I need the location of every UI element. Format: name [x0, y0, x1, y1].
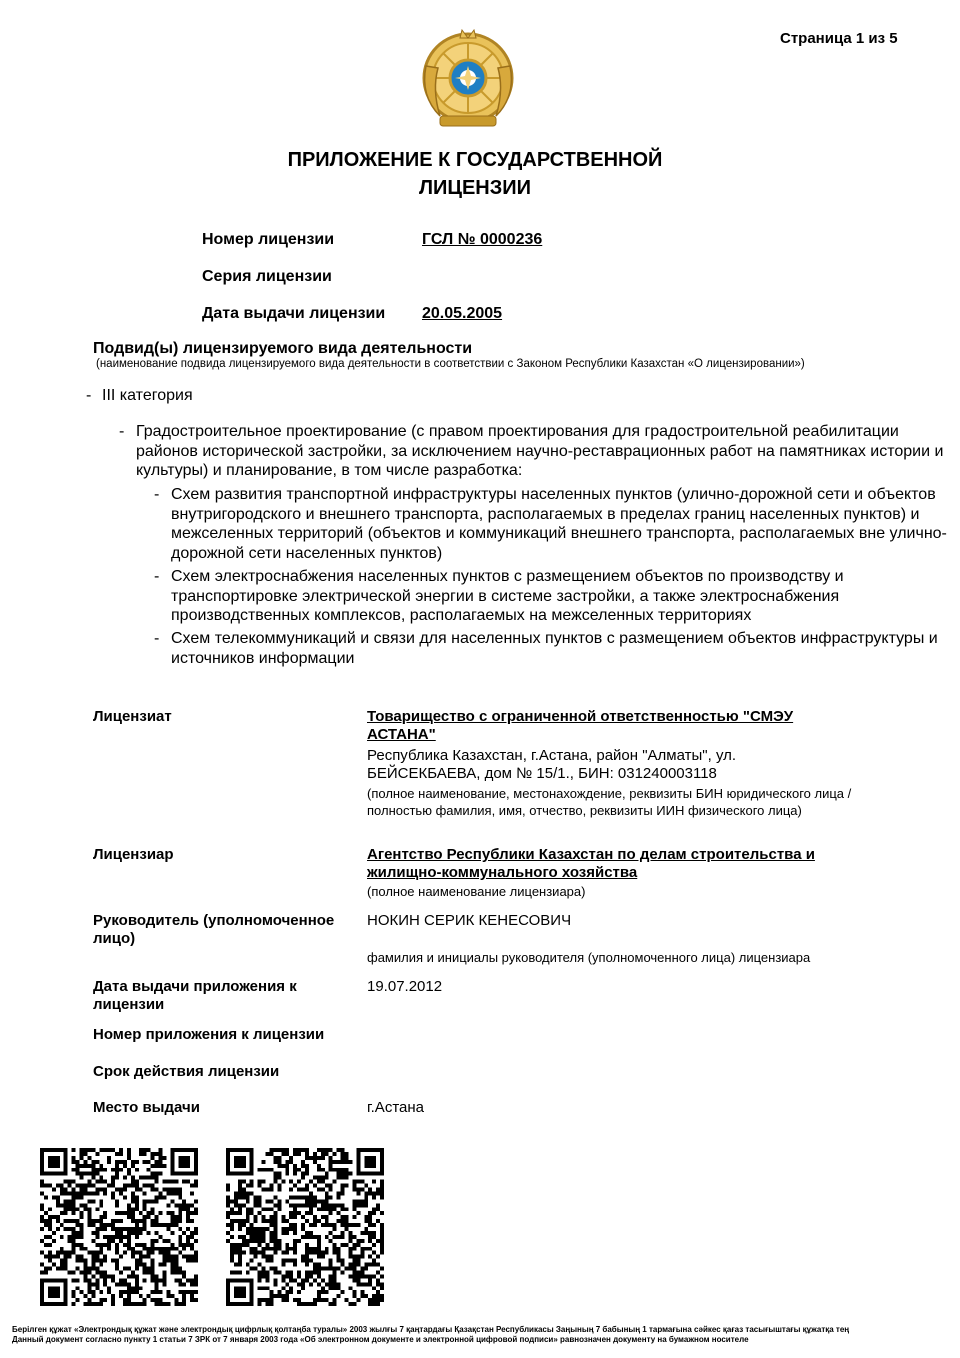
activity-subitem: - Схем телекоммуникаций и связи для населенных пунктов с размещением объектов инфраструктуры и источников информации — [154, 630, 938, 667]
activity-subitem: - Схем электроснабжения населенных пунктов с размещением объектов по производству и транспортировке электрической энергии в системе застройки, а также электроснабжения производственных комплексов, располагаемых на межселенных территориях — [154, 568, 844, 624]
license-date-value: 20.05.2005 — [422, 305, 503, 322]
licensee-note: (полное наименование, местонахождение, реквизиты БИН юридического лица / полностью фамилия, имя, отчество, реквизиты ИИН физического лица) — [367, 786, 852, 818]
appendix-number-label: Номер приложения к лицензии — [93, 1026, 325, 1043]
licensor-note: (полное наименование лицензиара) — [367, 884, 586, 899]
licensor-value — [367, 846, 847, 901]
qr-code-1 — [40, 1148, 198, 1306]
footer-legal-line-kk: Берілген құжат «Электрондық құжат және электрондық цифрлық қолтаңба туралы» 2003 жылғы 7 қаңтардағы Қазақстан Республикасы Заңының 7 бабының 1 тармағына сәйкес қағаз тасығыштағы құжатқа тең — [12, 1325, 850, 1334]
licensor-name: Агентство Республики Казахстан по делам строительства и жилищно-коммунального хозяйства — [367, 846, 815, 881]
licensee-label: Лицензиат — [93, 708, 172, 725]
document-title — [200, 146, 750, 202]
licensor-label: Лицензиар — [93, 846, 174, 863]
head-value: НОКИН СЕРИК КЕНЕСОВИЧ — [367, 912, 572, 929]
appendix-date-value: 19.07.2012 — [367, 978, 443, 995]
title-line-2: ЛИЦЕНЗИИ — [418, 177, 532, 199]
licensee-address: Республика Казахстан, г.Астана, район "Алматы", ул. БЕЙСЕКБАЕВА, дом № 15/1., БИН: 031240003118 — [367, 747, 737, 782]
license-number-label: Номер лицензии — [202, 231, 335, 248]
licensee-value — [367, 708, 852, 819]
title-line-1: ПРИЛОЖЕНИЕ К ГОСУДАРСТВЕННОЙ — [287, 149, 663, 171]
licensee-name: Товарищество с ограниченной ответственностью "СМЭУ АСТАНА" — [367, 708, 794, 743]
validity-label: Срок действия лицензии — [93, 1063, 280, 1080]
head-label: Руководитель (уполномоченное лицо) — [93, 912, 335, 947]
subtypes-note: (наименование подвида лицензируемого вида деятельности в соответствии с Законом Республики Казахстан «О лицензировании») — [96, 358, 805, 370]
activity-category: - III категория — [86, 387, 193, 404]
state-emblem — [418, 26, 518, 132]
license-series-label: Серия лицензии — [202, 268, 332, 285]
page-number: Страница 1 из 5 — [780, 30, 898, 47]
place-label: Место выдачи — [93, 1099, 200, 1116]
appendix-date-label: Дата выдачи приложения к лицензии — [93, 978, 297, 1013]
license-date-label: Дата выдачи лицензии — [202, 305, 386, 322]
activity-subitem: - Схем развития транспортной инфраструктуры населенных пунктов (улично-дорожной сети и объектов внутригородского и внешнего транспорта, располагаемых в пределах границ населенных пунктов) и межселенных территорий (объектов и коммуникаций внешнего транспорта, располагаемых вне улично-дорожной сети населенных пунктов) — [154, 486, 947, 562]
place-value: г.Астана — [367, 1099, 424, 1116]
activity-item: - Градостроительное проектирование (с правом проектирования для градостроительной реабилитации районов исторической застройки, за исключением научно-реставрационных работ на памятниках истории и культуры) и планирование, в том числе разработка: — [119, 423, 944, 479]
head-note: фамилия и инициалы руководителя (уполномоченного лица) лицензиара — [367, 950, 811, 965]
license-number-value: ГСЛ № 0000236 — [422, 231, 543, 248]
qr-code-2 — [226, 1148, 384, 1306]
subtypes-title: Подвид(ы) лицензируемого вида деятельности — [93, 340, 473, 357]
footer-legal-line-ru: Данный документ согласно пункту 1 статьи 7 ЗРК от 7 января 2003 года «Об электронном документе и электронной цифровой подписи» равнозначен документу на бумажном носителе — [12, 1335, 749, 1344]
